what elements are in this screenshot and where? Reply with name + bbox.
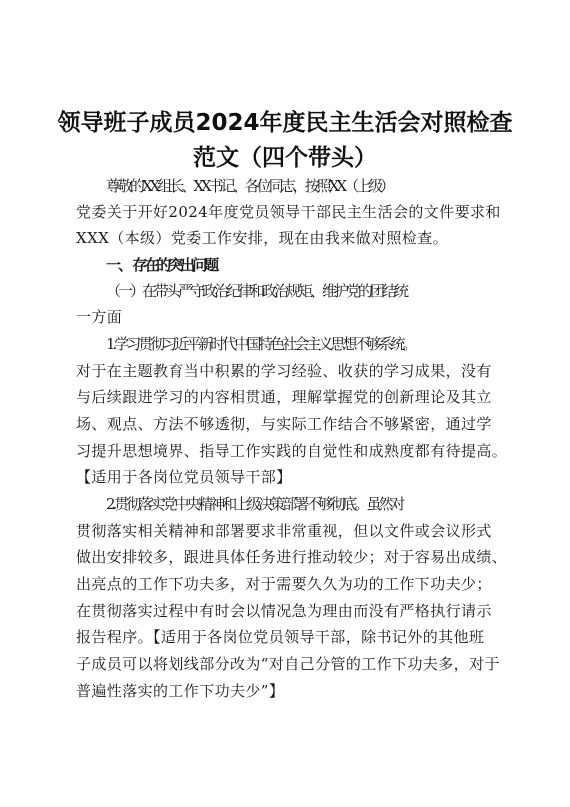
note-line: 【适用于各岗位党员领导干部】 [76, 468, 292, 486]
paragraph-line: 子成员可以将划线部分改为“对自己分管的工作下功夫多，对于 [76, 655, 500, 673]
section-heading: 一、 存在的突出问题 [106, 256, 217, 274]
document-title-line-2: 范文（四个带头） [193, 145, 377, 171]
paragraph-line: 贯彻落实相关精神和部署要求非常重视，但以文件或会议形式 [76, 522, 492, 540]
intro-line: 党委关于开好2024年度党员领导干部民主生活会的文件要求和 [76, 203, 501, 221]
paragraph-line: 1.学习贯彻习近平新时代中国特色社会主义思想不够系统。 [106, 335, 415, 353]
salutation-line: 尊敬的XX组长、XX书记、各位同志，按照XX（上级） [106, 177, 393, 195]
paragraph-line: 与后续跟进学习的内容相贯通，理解掌握党的创新理论及其立 [76, 388, 492, 406]
paragraph-line: 习提升思想境界、指导工作实践的自觉性和成熟度都有待提高。 [76, 442, 508, 460]
paragraph-line: 对于在主题教育当中积累的学习经验、收获的学习成果，没有 [76, 362, 492, 380]
paragraph-line: 报告程序。【适用于各岗位党员领导干部，除书记外的其他班 [76, 628, 485, 646]
paragraph-line: 普遍性落实的工作下功夫少”】 [76, 682, 285, 700]
document-title-line-1: 领导班子成员2024年度民主生活会对照检查 [57, 110, 513, 136]
paragraph-line: 出亮点的工作下功夫多，对于需要久久为功的工作下功夫少； [76, 575, 492, 593]
paragraph-line: 场、观点、方法不够透彻，与实际工作结合不够紧密，通过学 [76, 415, 492, 433]
intro-line: XXX（本级）党委工作安排，现在由我来做对照检查。 [76, 229, 449, 247]
paragraph-line: 2.贯彻落实党中央精神和上级决策部署不够彻底。虽然对 [106, 495, 403, 513]
paragraph-line: 做出安排较多，跟进具体任务进行推动较少；对于容易出成绩、 [76, 548, 508, 566]
subsection-heading: （一）在带头严守政治纪律和政治规矩、维护党的团结统 [106, 282, 407, 300]
paragraph-line: 在贯彻落实过程中有时会以情况急为理由而没有严格执行请示 [76, 602, 492, 620]
subsection-heading: 一方面 [76, 308, 123, 326]
